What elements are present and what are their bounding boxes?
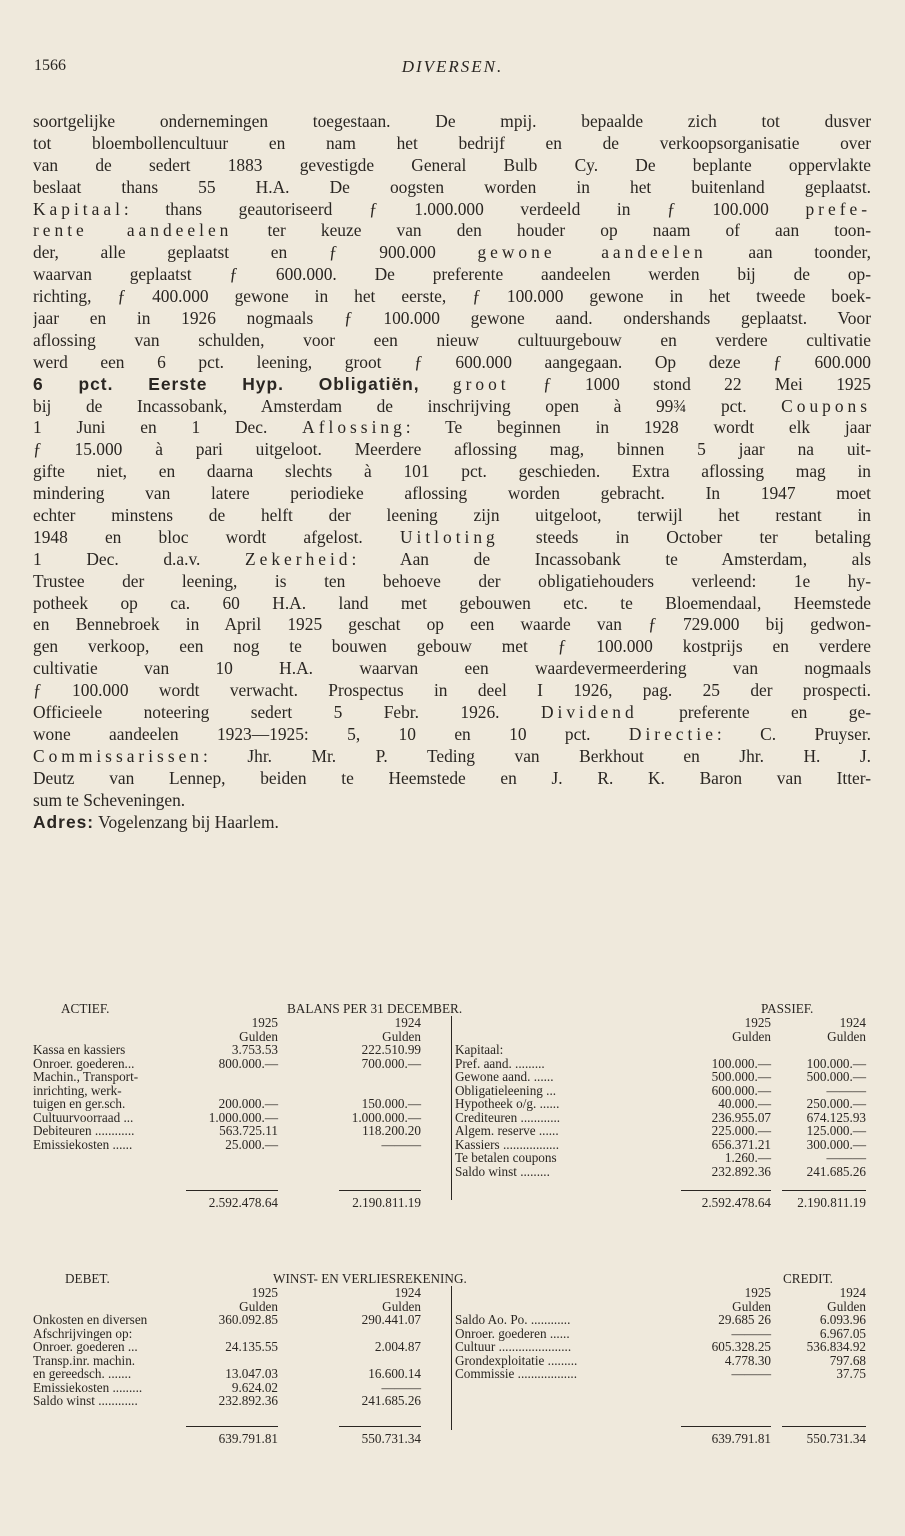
- total-rule: [782, 1426, 866, 1427]
- amount-1924: 6.967.05: [819, 1325, 866, 1341]
- text-run: mindering van latere periodieke aflossing worden gebracht. In 1947 moet: [33, 483, 871, 504]
- amount-1924: ———: [381, 1136, 421, 1152]
- amount-1924: 6.093.96: [819, 1312, 866, 1327]
- amount-1925: 100.000.—: [711, 1055, 771, 1071]
- amount-1924: ———: [826, 1082, 866, 1098]
- total-rule: [681, 1190, 771, 1191]
- total-rule: [339, 1426, 421, 1427]
- amount-1925: 200.000.—: [218, 1096, 278, 1111]
- row-label: Onroer. goederen ...: [33, 1339, 138, 1354]
- emphasized-term: groot: [452, 373, 510, 394]
- emphasized-term: Commissarissen: [33, 745, 204, 766]
- table-row: [33, 1138, 871, 1152]
- text-line: [33, 286, 871, 308]
- total-1924: 2.190.811.19: [352, 1195, 421, 1210]
- row-label: Grondexploitatie .........: [455, 1352, 578, 1368]
- emphasized-term: prefe-: [805, 198, 871, 219]
- text-run: : C. Pruyser.: [716, 723, 871, 744]
- row-label: Obligatieleening ...: [455, 1082, 557, 1098]
- row-label: Kapitaal:: [455, 1042, 504, 1057]
- amount-1925: 1.000.000.—: [208, 1109, 278, 1125]
- right-side-title: PASSIEF.: [761, 1001, 814, 1016]
- text-run: waarvan geplaatst ƒ 600.000. De preferente aandeelen werden bij de op-: [33, 264, 871, 285]
- text-run: 1 Juni en 1 Dec.: [33, 417, 303, 438]
- section-title: DIVERSEN.: [401, 57, 504, 76]
- unit-label: Gulden: [827, 1028, 866, 1044]
- amount-1925: 4.778.30: [724, 1352, 771, 1368]
- text-run: werd een 6 pct. leening, groot ƒ 600.000 aangegaan. Op deze ƒ 600.000: [33, 351, 871, 372]
- text-run: ter keuze van den houder op naam of aan toon-: [232, 220, 871, 241]
- text-run: jaar en in 1926 nogmaals ƒ 100.000 gewone aand. ondershands geplaatst. Voor: [33, 308, 871, 329]
- text-run: beslaat thans 55 H.A. De oogsten worden in het buitenland geplaatst.: [33, 176, 871, 197]
- text-run: Vogelenzang bij Haarlem.: [94, 811, 279, 832]
- amount-1925: 563.725.11: [219, 1123, 278, 1138]
- year-1924: 1924: [839, 1015, 866, 1030]
- text-run: ƒ 15.000 à pari uitgeloot. Meerdere aflossing mag, binnen 5 jaar na uit-: [33, 439, 871, 460]
- table-row: [33, 1394, 871, 1408]
- text-run: 1948 en bloc wordt afgelost.: [33, 526, 400, 547]
- year-1925: 1925: [744, 1285, 771, 1300]
- text-line: [33, 111, 871, 133]
- text-run: Officieele noteering sedert 5 Febr. 1926.: [33, 702, 541, 723]
- row-label: Debiteuren ............: [33, 1123, 135, 1138]
- table-row: [33, 1070, 871, 1084]
- amount-1924: 37.75: [836, 1366, 866, 1381]
- text-run: bij de Incassobank, Amsterdam de inschrijving open à 99¾ pct.: [33, 395, 782, 416]
- total-1925: 2.592.478.64: [208, 1195, 278, 1210]
- amount-1924: 500.000.—: [806, 1069, 866, 1084]
- year-1925: 1925: [744, 1015, 771, 1030]
- table-row: [33, 1016, 871, 1030]
- table-row: [33, 1165, 871, 1179]
- row-label: Onroer. goederen...: [33, 1055, 135, 1071]
- total-1925: 2.592.478.64: [701, 1195, 771, 1210]
- year-1925: 1925: [251, 1285, 278, 1300]
- year-1924: 1924: [839, 1285, 866, 1300]
- total-1924: 550.731.34: [361, 1430, 421, 1446]
- unit-label: Gulden: [239, 1028, 278, 1044]
- text-run: aan toonder,: [706, 242, 871, 263]
- emphasized-term: 6 pct. Eerste Hyp. Obligatiën,: [33, 373, 420, 394]
- text-run: van de sedert 1883 gevestigde General Bulb Cy. De beplante oppervlakte: [33, 154, 871, 175]
- row-label: Emissiekosten .........: [33, 1379, 143, 1395]
- amount-1924: 16.600.14: [368, 1366, 421, 1381]
- text-line: [33, 505, 871, 527]
- emphasized-term: Kapitaal: [33, 198, 124, 219]
- text-line: [33, 264, 871, 286]
- text-run: wone aandeelen 1923—1925: 5, 10 en 10 pct.: [33, 723, 629, 744]
- table-title: WINST- EN VERLIESREKENING.: [273, 1271, 467, 1286]
- amount-1925: 13.047.03: [225, 1366, 278, 1381]
- table-row: [33, 1151, 871, 1165]
- amount-1924: 536.834.92: [806, 1339, 866, 1354]
- table-row: [33, 1354, 871, 1368]
- total-rule: [339, 1190, 421, 1191]
- amount-1924: 125.000.—: [806, 1123, 866, 1138]
- running-head: [34, 57, 871, 87]
- text-run: en Bennebroek in April 1925 geschat op een waarde van ƒ 729.000 bij gedwon-: [33, 614, 871, 635]
- total-1925: 639.791.81: [711, 1430, 771, 1446]
- row-label: tuigen en ger.sch.: [33, 1096, 126, 1111]
- text-line: [33, 746, 871, 768]
- text-line: [33, 242, 871, 264]
- text-run: tot bloembollencultuur en nam het bedrijf en de verkoopsorganisatie over: [33, 132, 871, 153]
- amount-1925: 9.624.02: [231, 1379, 278, 1395]
- table-row: [33, 1367, 871, 1381]
- amount-1925: 236.955.07: [711, 1109, 771, 1125]
- text-run: soortgelijke ondernemingen toegestaan. De mpij. bepaalde zich tot dusver: [33, 111, 871, 131]
- total-rule: [782, 1190, 866, 1191]
- text-run: ƒ 100.000 wordt verwacht. Prospectus in deel I 1926, pag. 25 der prospecti.: [33, 680, 871, 701]
- table-title: BALANS PER 31 DECEMBER.: [287, 1001, 463, 1016]
- amount-1925: 800.000.—: [218, 1055, 278, 1071]
- table-row: [33, 1124, 871, 1138]
- amount-1925: 3.753.53: [231, 1042, 278, 1057]
- amount-1924: 150.000.—: [361, 1096, 421, 1111]
- table-row: [33, 1286, 871, 1300]
- text-run: gen verkoop, een nog te bouwen gebouw met ƒ 100.000 kostprijs en verdere: [33, 636, 871, 657]
- table-row: [33, 1300, 871, 1314]
- unit-label: Gulden: [732, 1028, 771, 1044]
- row-label: inrichting, werk-: [33, 1082, 122, 1098]
- amount-1925: 605.328.25: [711, 1339, 771, 1354]
- row-label: Afschrijvingen op:: [33, 1325, 133, 1341]
- text-run: [420, 374, 453, 394]
- text-line: [33, 155, 871, 177]
- amount-1924: 241.685.26: [806, 1163, 866, 1179]
- amount-1925: 225.000.—: [711, 1123, 771, 1138]
- text-line: [33, 614, 871, 636]
- emphasized-term: rente aandeelen: [33, 220, 233, 241]
- row-label: Algem. reserve ......: [455, 1123, 559, 1138]
- text-run: der, alle geplaatst en ƒ 900.000: [33, 242, 478, 263]
- row-label: Hypotheek o/g. ......: [455, 1096, 560, 1111]
- amount-1924: 250.000.—: [806, 1096, 866, 1111]
- amount-1924: 222.510.99: [361, 1042, 421, 1057]
- unit-label: Gulden: [732, 1298, 771, 1314]
- unit-label: Gulden: [239, 1298, 278, 1314]
- text-run: cultivatie van 10 H.A. waarvan een waardevermeerdering van nogmaals: [33, 658, 871, 679]
- row-label: Pref. aand. .........: [455, 1055, 545, 1071]
- amount-1925: 29.685 26: [718, 1312, 771, 1327]
- text-line: [33, 177, 871, 199]
- text-line: [33, 417, 871, 439]
- amount-1924: 674.125.93: [806, 1109, 866, 1125]
- table-row: [33, 1030, 871, 1044]
- amount-1925: ———: [731, 1366, 771, 1381]
- row-label: Cultuurvoorraad ...: [33, 1109, 134, 1125]
- text-line: [33, 133, 871, 155]
- table-row: [33, 1340, 871, 1354]
- text-run: Trustee der leening, is ten behoeve der obligatiehouders verleend: 1e hy-: [33, 570, 871, 591]
- total-rule: [681, 1426, 771, 1427]
- text-run: echter minstens de helft der leening zijn uitgeloot, terwijl het restant in: [33, 505, 871, 526]
- table-row: [33, 1084, 871, 1098]
- row-label: Saldo Ao. Po. ............: [455, 1312, 571, 1327]
- table-row: [33, 1432, 871, 1446]
- row-label: Emissiekosten ......: [33, 1136, 133, 1152]
- text-run: : thans geautoriseerd ƒ 1.000.000 verdeeld in ƒ 100.000: [123, 198, 806, 219]
- text-line: [33, 812, 871, 834]
- emphasized-term: Dividend: [540, 702, 638, 723]
- row-label: Onkosten en diversen: [33, 1312, 148, 1327]
- total-1925: 639.791.81: [218, 1430, 278, 1446]
- emphasized-term: Uitloting: [399, 526, 499, 547]
- emphasized-term: Zekerheid: [245, 548, 352, 569]
- year-1924: 1924: [394, 1015, 421, 1030]
- total-rule: [186, 1426, 278, 1427]
- table-row: [33, 1327, 871, 1341]
- amount-1924: 2.004.87: [374, 1339, 421, 1354]
- amount-1924: 700.000.—: [361, 1055, 421, 1071]
- row-label: Saldo winst ............: [33, 1393, 138, 1408]
- year-1925: 1925: [251, 1015, 278, 1030]
- row-label: Cultuur ......................: [455, 1339, 572, 1354]
- text-run: sum te Scheveningen.: [33, 789, 186, 810]
- text-run: : Aan de Incassobank te Amsterdam, als: [351, 548, 871, 569]
- table-row: [33, 1196, 871, 1210]
- column-divider: [451, 1286, 452, 1430]
- text-run: richting, ƒ 400.000 gewone in het eerste, ƒ 100.000 gewone in het tweede boek-: [33, 286, 871, 307]
- company-description: [33, 111, 871, 833]
- amount-1924: 797.68: [829, 1352, 866, 1368]
- amount-1925: 656.371.21: [711, 1136, 771, 1152]
- text-line: [33, 658, 871, 680]
- unit-label: Gulden: [382, 1298, 421, 1314]
- text-run: ƒ 1000 stond 22 Mei 1925: [509, 373, 871, 394]
- text-line: [33, 330, 871, 352]
- text-line: [33, 768, 871, 790]
- text-line: [33, 352, 871, 374]
- text-line: [33, 571, 871, 593]
- amount-1925: ———: [731, 1325, 771, 1341]
- text-line: [33, 702, 871, 724]
- table-row: [33, 1111, 871, 1125]
- text-run: gifte niet, en daarna slechts à 101 pct. geschieden. Extra aflossing mag in: [33, 461, 871, 482]
- text-run: : Te beginnen in 1928 wordt elk jaar: [405, 417, 871, 438]
- amount-1924: 300.000.—: [806, 1136, 866, 1152]
- amount-1925: 600.000.—: [711, 1082, 771, 1098]
- text-line: [33, 593, 871, 615]
- amount-1925: 360.092.85: [218, 1312, 278, 1327]
- table-row: [33, 1057, 871, 1071]
- amount-1924: 1.000.000.—: [351, 1109, 421, 1125]
- row-label: Saldo winst .........: [455, 1163, 550, 1179]
- total-1924: 550.731.34: [806, 1430, 866, 1446]
- row-label: Machin., Transport-: [33, 1069, 139, 1084]
- total-1924: 2.190.811.19: [797, 1195, 866, 1210]
- unit-label: Gulden: [382, 1028, 421, 1044]
- text-line: [33, 790, 871, 812]
- amount-1925: 24.135.55: [225, 1339, 278, 1354]
- text-line: [33, 439, 871, 461]
- emphasized-term: Directie: [628, 723, 717, 744]
- text-run: : Jhr. Mr. P. Teding van Berkhout en Jhr. H. J.: [203, 745, 871, 766]
- emphasized-term: Aflossing: [302, 417, 406, 438]
- amount-1924: ———: [381, 1379, 421, 1395]
- row-label: Crediteuren ............: [455, 1109, 561, 1125]
- text-line: [33, 483, 871, 505]
- column-divider: [451, 1016, 452, 1200]
- amount-1924: 290.441.07: [361, 1312, 421, 1327]
- unit-label: Gulden: [827, 1298, 866, 1314]
- row-label: Kassiers .................: [455, 1136, 560, 1152]
- text-run: 1 Dec. d.a.v.: [33, 548, 246, 569]
- total-rule: [186, 1190, 278, 1191]
- amount-1924: 100.000.—: [806, 1055, 866, 1071]
- amount-1925: 500.000.—: [711, 1069, 771, 1084]
- table-row: [33, 1097, 871, 1111]
- amount-1925: 1.260.—: [724, 1150, 771, 1165]
- table-row: [33, 1043, 871, 1057]
- amount-1925: 232.892.36: [711, 1163, 771, 1179]
- text-line: [33, 396, 871, 418]
- row-label: Kassa en kassiers: [33, 1042, 126, 1057]
- emphasized-term: Adres:: [33, 811, 95, 832]
- row-label: Transp.inr. machin.: [33, 1352, 136, 1368]
- text-line: [33, 374, 871, 396]
- text-line: [33, 461, 871, 483]
- row-label: en gereedsch. .......: [33, 1366, 132, 1381]
- amount-1924: 118.200.20: [362, 1123, 421, 1138]
- text-line: [33, 199, 871, 221]
- left-side-title: DEBET.: [65, 1271, 110, 1286]
- table-row: [33, 1313, 871, 1327]
- text-line: [33, 636, 871, 658]
- text-run: steeds in October ter betaling: [498, 526, 871, 547]
- text-line: [33, 527, 871, 549]
- row-label: Te betalen coupons: [455, 1150, 557, 1165]
- row-label: Onroer. goederen ......: [455, 1325, 570, 1341]
- text-line: [33, 724, 871, 746]
- emphasized-term: gewone aandeelen: [477, 242, 707, 263]
- amount-1925: 40.000.—: [718, 1096, 771, 1111]
- right-side-title: CREDIT.: [783, 1271, 833, 1286]
- page-number: 1566: [34, 57, 66, 74]
- row-label: Gewone aand. ......: [455, 1069, 554, 1084]
- text-line: [33, 308, 871, 330]
- row-label: Commissie ..................: [455, 1366, 577, 1381]
- text-line: [33, 549, 871, 571]
- year-1924: 1924: [394, 1285, 421, 1300]
- text-run: aflossing van schulden, voor een nieuw cultuurgebouw en verdere cultivatie: [33, 329, 871, 350]
- left-side-title: ACTIEF.: [61, 1001, 110, 1016]
- text-run: potheek op ca. 60 H.A. land met gebouwen etc. te Bloemendaal, Heemstede: [33, 592, 871, 613]
- text-line: [33, 680, 871, 702]
- text-line: [33, 220, 871, 242]
- amount-1925: 232.892.36: [218, 1393, 278, 1408]
- text-run: preferente en ge-: [637, 702, 871, 723]
- amount-1925: 25.000.—: [225, 1136, 278, 1152]
- amount-1924: 241.685.26: [361, 1393, 421, 1408]
- emphasized-term: Coupons: [781, 395, 871, 416]
- table-row: [33, 1381, 871, 1395]
- amount-1924: ———: [826, 1150, 866, 1165]
- text-run: Deutz van Lennep, beiden te Heemstede en J. R. K. Baron van Itter-: [33, 767, 871, 788]
